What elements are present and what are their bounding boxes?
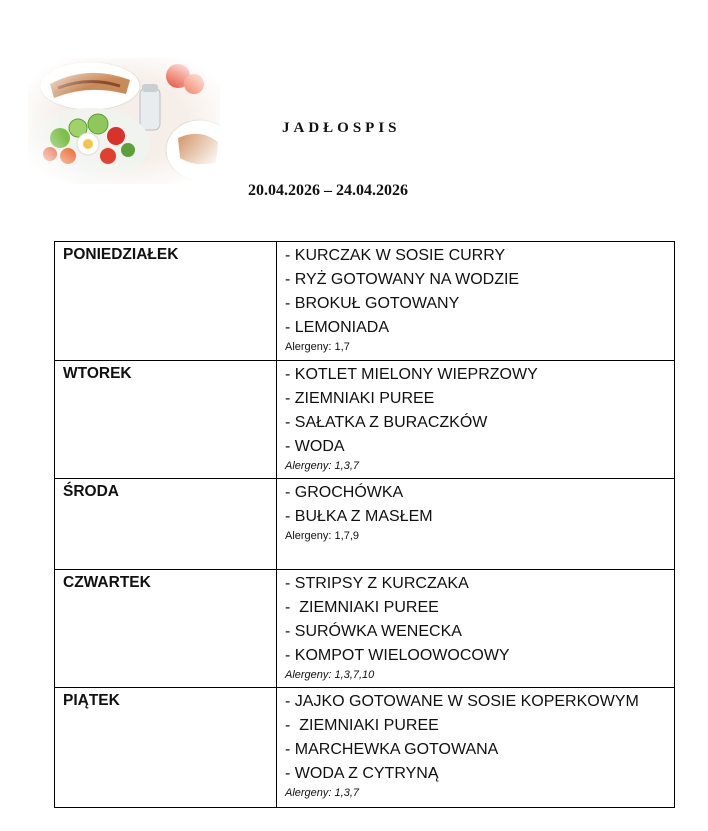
- dish-item: - KURCZAK W SOSIE CURRY: [285, 247, 506, 264]
- dish-item: - ZIEMNIAKI PUREE: [285, 717, 439, 734]
- day-name-wednesday: ŚRODA: [55, 479, 277, 570]
- dish-item: - KOTLET MIELONY WIEPRZOWY: [285, 366, 538, 383]
- dish-item: - BROKUŁ GOTOWANY: [285, 295, 460, 312]
- date-range: 20.04.2026 – 24.04.2026: [248, 182, 408, 199]
- day-name-thursday: CZWARTEK: [55, 570, 277, 688]
- dish-item: - BUŁKA Z MASŁEM: [285, 508, 433, 525]
- dishes-cell-friday: [277, 688, 675, 808]
- allergens-note: Alergeny: 1,3,7: [285, 787, 359, 799]
- allergens-note: Alergeny: 1,3,7,10: [285, 669, 375, 681]
- dishes-cell-tuesday: [277, 361, 675, 479]
- dish-item: - ZIEMNIAKI PUREE: [285, 599, 439, 616]
- food-photo-image: [28, 58, 220, 184]
- allergens-note: Alergeny: 1,7,9: [285, 530, 359, 542]
- table-row: [55, 688, 675, 808]
- day-name-monday: PONIEDZIAŁEK: [55, 242, 277, 361]
- dish-item: - LEMONIADA: [285, 319, 390, 336]
- dish-item: - WODA: [285, 438, 345, 455]
- table-row: [55, 479, 675, 570]
- dish-item: - SAŁATKA Z BURACZKÓW: [285, 414, 488, 431]
- dish-item: - JAJKO GOTOWANE W SOSIE KOPERKOWYM: [285, 693, 639, 710]
- dish-item: - STRIPSY Z KURCZAKA: [285, 575, 469, 592]
- day-name-friday: PIĄTEK: [55, 688, 277, 808]
- allergens-note: Alergeny: 1,3,7: [285, 460, 359, 472]
- table-row: [55, 570, 675, 688]
- table-row: [55, 242, 675, 361]
- dishes-cell-wednesday: [277, 479, 675, 570]
- dishes-cell-thursday: [277, 570, 675, 688]
- dish-item: - SURÓWKA WENECKA: [285, 623, 462, 640]
- dish-item: - MARCHEWKA GOTOWANA: [285, 741, 499, 758]
- dishes-cell-monday: [277, 242, 675, 361]
- dish-item: - WODA Z CYTRYNĄ: [285, 765, 439, 782]
- day-name-tuesday: WTOREK: [55, 361, 277, 479]
- dish-item: - KOMPOT WIELOOWOCOWY: [285, 647, 510, 664]
- dish-item: - ZIEMNIAKI PUREE: [285, 390, 435, 407]
- dish-item: - RYŻ GOTOWANY NA WODZIE: [285, 271, 520, 288]
- page-title: JADŁOSPIS: [282, 120, 401, 136]
- table-row: [55, 361, 675, 479]
- dish-item: - GROCHÓWKA: [285, 484, 404, 501]
- allergens-note: Alergeny: 1,7: [285, 341, 350, 353]
- weekly-menu-table: [54, 241, 675, 808]
